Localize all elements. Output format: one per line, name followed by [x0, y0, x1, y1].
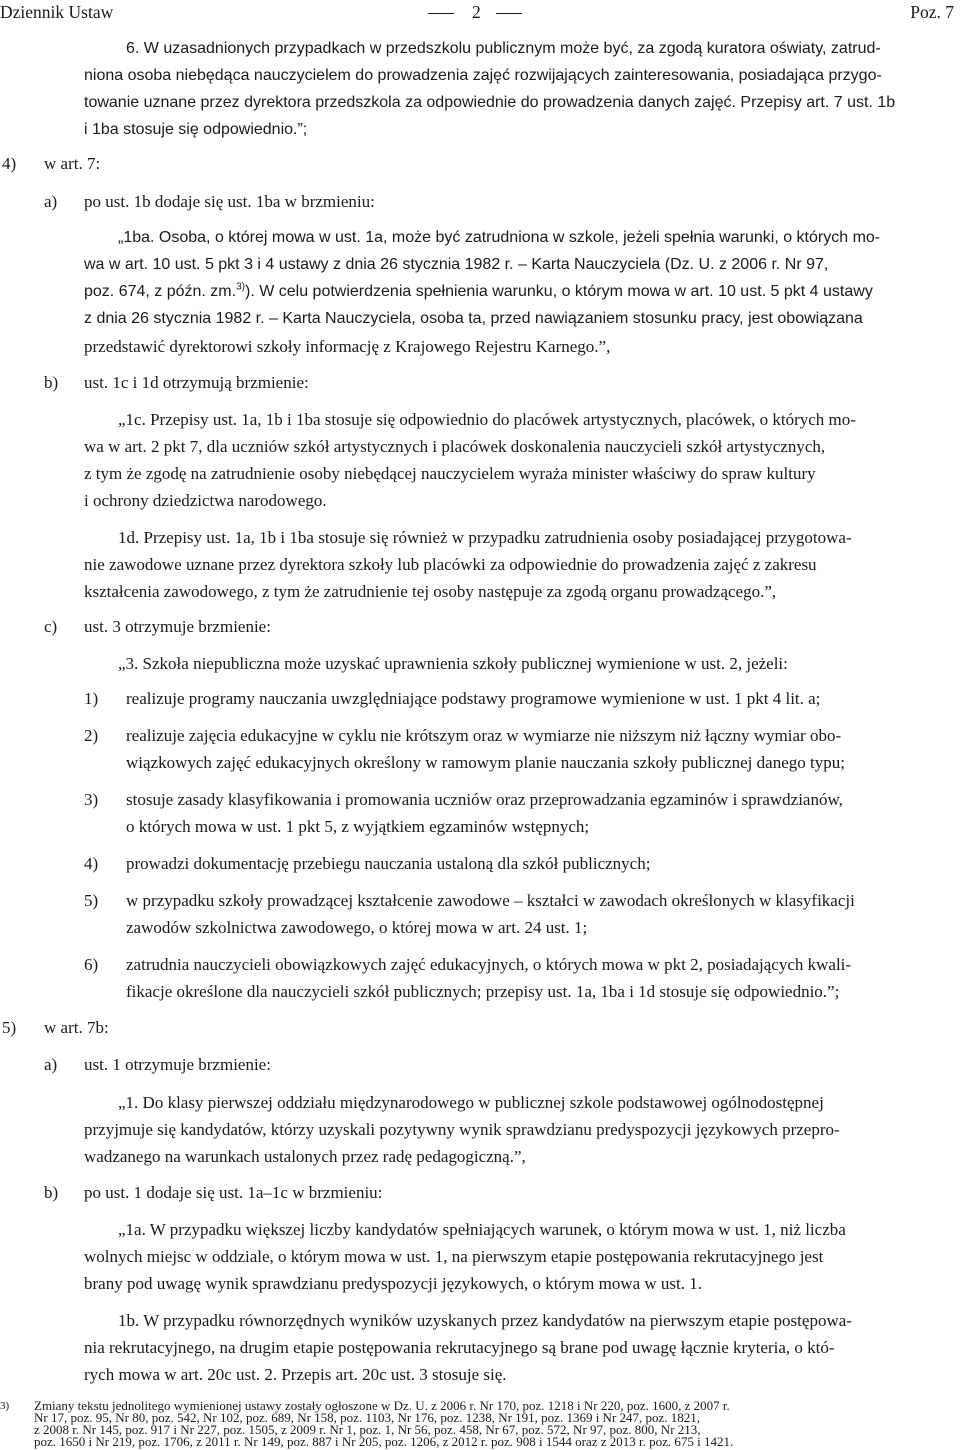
list-item-text: o których mowa w ust. 1 pkt 5, z wyjątkiem egzaminów wstępnych;	[126, 817, 590, 836]
position-number: Poz. 7	[910, 2, 954, 22]
footnote-marker: 3)	[0, 1400, 10, 1412]
text-line: „1a. W przypadku większej liczby kandydatów spełniających warunek, o którym mowa w ust. 1, niż liczba	[118, 1220, 846, 1239]
text-line: i ochrony dziedzictwa narodowego.	[84, 491, 327, 510]
text-line: nie zawodowe uznane przez dyrektora szkoły lub placówki za odpowiednie do prowadzenia zajęć z zakresu	[84, 555, 817, 574]
text-line: rych mowa w art. 20c ust. 2. Przepis art. 20c ust. 3 stosuje się.	[84, 1365, 507, 1384]
footnote-line: z 2008 r. Nr 145, poz. 917 i Nr 227, poz. 1505, z 2009 r. Nr 1, poz. 1, Nr 56, poz. 458, Nr 67, poz. 572, Nr 97, poz. 800, Nr 213,	[34, 1422, 701, 1437]
subitem-heading: po ust. 1b dodaje się ust. 1ba w brzmieniu:	[84, 192, 375, 211]
text-line: z tym że zgodę na zatrudnienie osoby niebędącej nauczycielem wyraża minister właściwy do spraw kultury	[84, 464, 816, 483]
item-number: 5)	[2, 1018, 17, 1037]
text-line: 1d. Przepisy ust. 1a, 1b i 1ba stosuje się również w przypadku zatrudnienia osoby posiadającej przygotowa-	[118, 528, 852, 547]
subitem-label: a)	[44, 1055, 58, 1074]
item-number: 4)	[2, 154, 17, 173]
text-fragment: ). W celu potwierdzenia spełnienia warunku, o którym mowa w art. 10 ust. 5 pkt 4 ustawy	[244, 283, 873, 300]
list-item-text: stosuje zasady klasyfikowania i promowania uczniów oraz przeprowadzania egzaminów i sprawdzianów,	[126, 790, 843, 809]
footnote-line: Nr 17, poz. 95, Nr 80, poz. 542, Nr 102, poz. 689, Nr 158, poz. 1103, Nr 176, poz. 1238, Nr 191, poz. 1369 i Nr 247, poz. 1821,	[34, 1410, 701, 1425]
text-fragment: poz. 674, z późn. zm.	[84, 283, 237, 300]
subitem-heading: ust. 1c i 1d otrzymują brzmienie:	[84, 373, 309, 392]
text-line: wadzanego na warunkach ustalonych przez radę pedagogiczną.”,	[84, 1147, 526, 1166]
item-heading: w art. 7:	[44, 154, 101, 173]
text-line: towanie uznane przez dyrektora przedszkola za odpowiednie do prowadzenia danych zajęć. Przepisy art. 7 ust. 1b	[84, 94, 896, 111]
list-item-text: w przypadku szkoły prowadzącej kształcenie zawodowe – kształci w zawodach określonych w klasyfikacji	[126, 891, 855, 910]
list-item-text: realizuje zajęcia edukacyjne w cyklu nie krótszym oraz w wymiarze nie niższym niż łączny wymiar obo-	[126, 726, 842, 745]
text-line: wa w art. 2 pkt 7, dla uczniów szkół artystycznych i placówek doskonalenia nauczycieli szkół artystycznych,	[84, 437, 826, 456]
subitem-heading: ust. 3 otrzymuje brzmienie:	[84, 617, 271, 636]
list-item-text: fikacje określone dla nauczycieli szkół publicznych; przepisy ust. 1a, 1ba i 1d stosuje się odpowiednio.”;	[126, 982, 840, 1001]
footnote-ref: 3)	[236, 281, 245, 293]
text-line: i 1ba stosuje się odpowiednio.”;	[84, 121, 308, 138]
list-item-text: prowadzi dokumentację przebiegu nauczania ustaloną dla szkół publicznych;	[126, 854, 651, 873]
subitem-heading: po ust. 1 dodaje się ust. 1a–1c w brzmieniu:	[84, 1183, 383, 1202]
text-line: „1c. Przepisy ust. 1a, 1b i 1ba stosuje się odpowiednio do placówek artystycznych, placówek, o których mo-	[118, 410, 856, 429]
page-number: 2	[472, 2, 481, 22]
text-line: brany pod uwagę wynik sprawdzianu predyspozycji językowych, o którym mowa w ust. 1.	[84, 1274, 703, 1293]
text-line: przyjmuje się kandydatów, którzy uzyskali pozytywny wynik sprawdzianu predyspozycji językowych przepro-	[84, 1120, 840, 1139]
list-item-text: wiązkowych zajęć edukacyjnych określony w ramowym planie nauczania szkoły publicznej danego typu;	[126, 753, 845, 772]
list-item-text: realizuje programy nauczania uwzględniające podstawy programowe wymienione w ust. 1 pkt 4 lit. a;	[126, 689, 821, 708]
text-line: wolnych miejsc w oddziale, o którym mowa w ust. 1, na pierwszym etapie postępowania rekrutacyjnego jest	[84, 1247, 824, 1266]
text-line: przedstawić dyrektorowi szkoły informację z Krajowego Rejestru Karnego.”,	[84, 337, 611, 356]
text-line	[84, 283, 873, 301]
paragraph-3-intro: „3. Szkoła niepubliczna może uzyskać uprawnienia szkoły publicznej wymienione w ust. 2, jeżeli:	[118, 654, 788, 673]
list-item-number: 1)	[84, 689, 99, 708]
list-item-text: zatrudnia nauczycieli obowiązkowych zajęć edukacyjnych, o których mowa w pkt 2, posiadających kwali-	[126, 955, 852, 974]
footnote-line: Zmiany tekstu jednolitego wymienionej ustawy zostały ogłoszone w Dz. U. z 2006 r. Nr 170, poz. 1218 i Nr 220, poz. 1600, z 2007 r.	[34, 1398, 730, 1413]
subitem-label: b)	[44, 1183, 59, 1202]
page-number-rule-left	[428, 13, 454, 14]
list-item-number: 4)	[84, 854, 99, 873]
page-number-rule-right	[496, 13, 522, 14]
text-line: z dnia 26 stycznia 1982 r. – Karta Nauczyciela, osoba ta, przed nawiązaniem stosunku pracy, jest obowiązana	[84, 310, 863, 327]
subitem-label: b)	[44, 373, 59, 392]
subitem-label: c)	[44, 617, 58, 636]
text-line: „1ba. Osoba, o której mowa w ust. 1a, może być zatrudniona w szkole, jeżeli spełnia warunki, o których mo-	[118, 229, 881, 246]
text-line: wa w art. 10 ust. 5 pkt 3 i 4 ustawy z dnia 26 stycznia 1982 r. – Karta Nauczyciela (Dz. U. z 2006 r. Nr 97,	[84, 256, 829, 273]
text-line: 1b. W przypadku równorzędnych wyników uzyskanych przez kandydatów na pierwszym etapie postępowa-	[118, 1311, 852, 1330]
subitem-label: a)	[44, 192, 58, 211]
list-item-number: 5)	[84, 891, 99, 910]
journal-title: Dziennik Ustaw	[0, 2, 114, 22]
footnote-line: poz. 1650 i Nr 219, poz. 1706, z 2011 r. Nr 149, poz. 887 i Nr 205, poz. 1206, z 2012 r. poz. 908 i 1544 oraz z 2013 r. poz. 675 i 1421.	[34, 1434, 734, 1449]
list-item-number: 6)	[84, 955, 99, 974]
list-item-number: 3)	[84, 790, 99, 809]
text-line: niona osoba niebędąca nauczycielem do prowadzenia zajęć rozwijających zainteresowania, posiadająca przygo-	[84, 67, 882, 84]
text-line: „1. Do klasy pierwszej oddziału międzynarodowego w publicznej szkole podstawowej ogólnodostępnej	[118, 1093, 824, 1112]
text-line: kształcenia zawodowego, z tym że zatrudnienie tej osoby następuje za zgodą organu prowadzącego.”,	[84, 582, 777, 601]
list-item-text: zawodów szkolnictwa zawodowego, o której mowa w art. 24 ust. 1;	[126, 918, 588, 937]
text-line: nia rekrutacyjnego, na drugim etapie postępowania rekrutacyjnego są brane pod uwagę łącznie kryteria, o któ-	[84, 1338, 835, 1357]
list-item-number: 2)	[84, 726, 99, 745]
text-line: 6. W uzasadnionych przypadkach w przedszkolu publicznym może być, za zgodą kuratora oświaty, zatrud-	[126, 40, 881, 57]
subitem-heading: ust. 1 otrzymuje brzmienie:	[84, 1055, 271, 1074]
item-heading: w art. 7b:	[44, 1018, 109, 1037]
